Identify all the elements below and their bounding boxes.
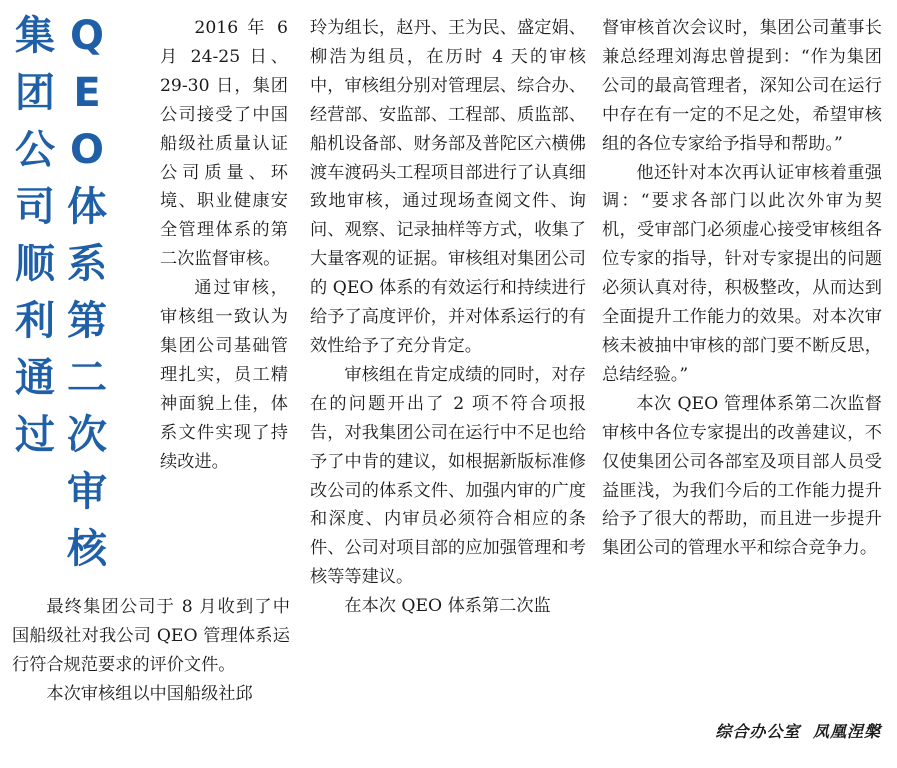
headline-char: 公	[15, 127, 55, 173]
headline-char: 利	[15, 298, 55, 344]
headline-char: 二	[67, 355, 107, 401]
paragraph-nonconformities: 审核组在肯定成绩的同时，对存在的问题开出了 2 项不符合项报告，对我集团公司在运行中不足也给予了中肯的建议，如根据新版标准修改公司的体系文件、加强内审的广度和深度、内审员必须符合相应的条件、公司对项目部的应加强管理和考核等等建议。	[310, 364, 586, 588]
byline-author: 凤凰涅槃	[812, 722, 881, 741]
headline-char: 体	[67, 184, 107, 230]
headline-char: 次	[67, 412, 107, 458]
headline-char: 核	[67, 526, 107, 572]
paragraph-audit-team-continued: 玲为组长，赵丹、王为民、盛定娟、柳浩为组员，在历时 4 天的审核中，审核组分别对管理层、综合办、经营部、安监部、工程部、质监部、船机设备部、财务部及普陀区六横佛渡车渡码头工程项目部进行了认真细致地审核，通过现场查阅文件、询问、观察、记录抽样等方式，收集了大量客观的证据。审核组对集团公司的 QEO 体系的有效运行和持续进行给予了高度评价，并对体系运行的有效性给予了充分肯定。	[310, 18, 586, 356]
paragraph-evaluation-received: 最终集团公司于 8 月收到了中国船级社对我公司 QEO 管理体系运行符合规范要求的评价文件。	[12, 597, 290, 675]
paragraph-first-meeting-start: 在本次 QEO 体系第二次监	[344, 596, 551, 617]
headline-right-column	[64, 8, 110, 578]
headline-char: 集	[15, 13, 55, 59]
byline-department: 综合办公室	[715, 722, 801, 741]
headline-char: 过	[15, 412, 55, 458]
headline-char: Q	[69, 13, 104, 59]
paragraph-audit-team-start: 本次审核组以中国船级社邱	[46, 683, 253, 704]
byline	[709, 719, 881, 742]
article-column-2	[310, 14, 586, 621]
headline-char: 司	[15, 184, 55, 230]
headline-char: 第	[67, 298, 107, 344]
article-column-3	[602, 14, 882, 563]
article-column-1-top	[160, 14, 288, 477]
headline-char: E	[73, 70, 101, 116]
paragraph-emphasis: 他还针对本次再认证审核着重强调：“要求各部门以此次外审为契机，受审部门必须虚心接受审核组各位专家的指导，针对专家提出的问题必须认真对待，积极整改，从而达到全面提升工作能力的效果。对本次审核未被抽中审核的部门要不断反思，总结经验。”	[602, 162, 882, 385]
headline-char: 系	[67, 241, 107, 287]
article-column-1-bottom	[12, 593, 290, 709]
headline-char: 团	[15, 70, 55, 116]
paragraph-summary: 本次 QEO 管理体系第二次监督审核中各位专家提出的改善建议，不仅使集团公司各部室及项目部人员受益匪浅，为我们今后的工作能力提升给予了很大的帮助，而且进一步提升集团公司的管理水平和综合竞争力。	[602, 393, 882, 559]
paragraph-first-meeting-continued: 督审核首次会议时，集团公司董事长兼总经理刘海忠曾提到：“作为集团公司的最高管理者，深知公司在运行中存在有一定的不足之处，希望审核组的各位专家给予指导和帮助。”	[602, 18, 882, 154]
paragraph-audit-conclusion: 通过审核，审核组一致认为集团公司基础管理扎实，员工精神面貌上佳，体系文件实现了持续改进。	[160, 278, 288, 472]
headline-char: 顺	[15, 241, 55, 287]
headline-left-column	[12, 8, 58, 464]
headline-char: 审	[67, 469, 107, 515]
paragraph-audit-dates: 2016 年 6 月 24-25 日、29-30 日，集团公司接受了中国船级社质量认证公司质量、环境、职业健康安全管理体系的第二次监督审核。	[160, 18, 288, 270]
headline-char: O	[69, 127, 104, 173]
headline-char: 通	[15, 355, 55, 401]
